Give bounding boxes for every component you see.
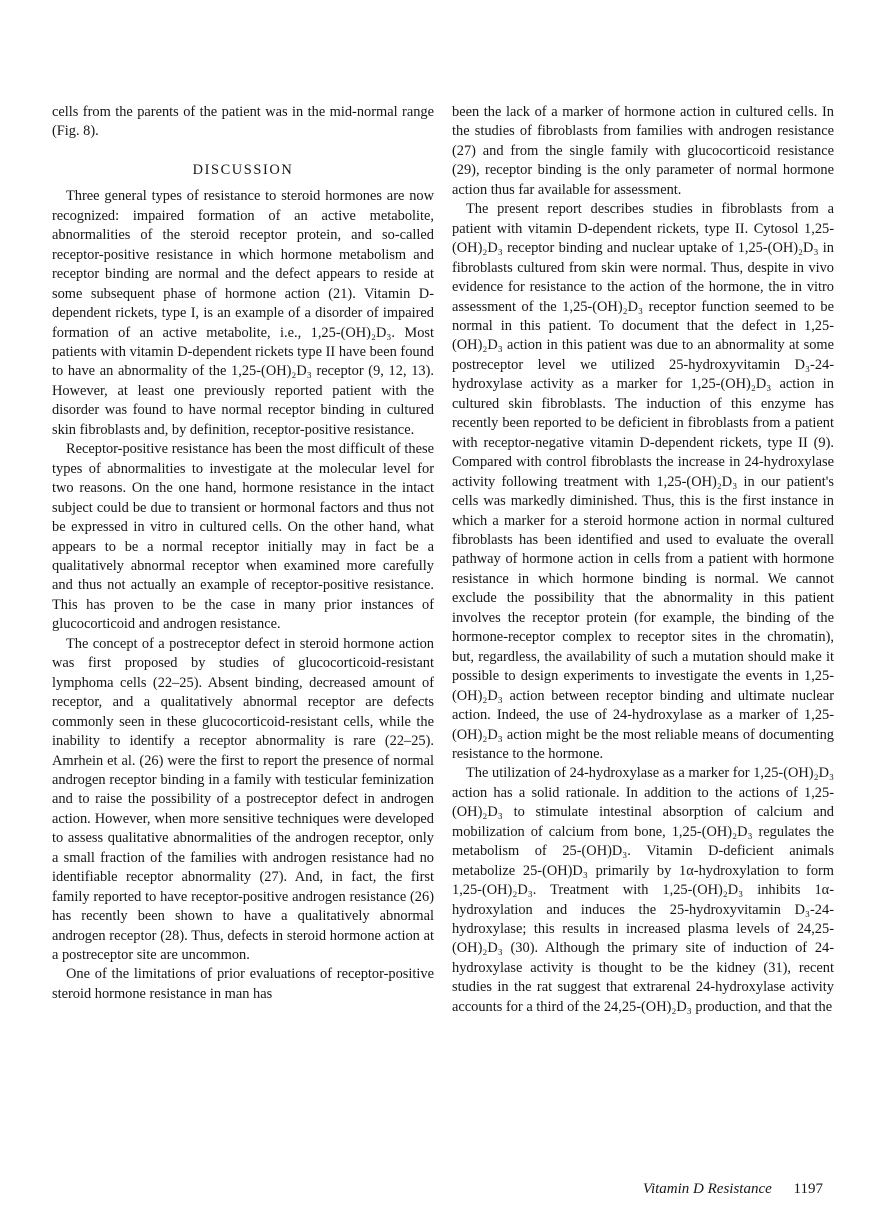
running-title: Vitamin D Resistance: [642, 1181, 772, 1197]
page-number: 1197: [793, 1181, 823, 1197]
paragraph: Three general types of resistance to steroid hormones are now recognized: impaired formation of an active metabolite, abnormalities of the steroid receptor protein, and so-called receptor-positive resistance in which hormone metabolism and receptor binding are normal and the defect appears to reside at some subsequent phase of hormone action (21). Vitamin D-dependent rickets, type I, is an example of a disorder of impaired formation of an active metabolite, i.e., 1,25-(OH)₂D₃. Most patients with vitamin D-dependent rickets type II have been found to have an abnormality of the 1,25-(OH)₂D₃ receptor (9, 12, 13). However, at least one previously reported patient with the disorder was found to have normal receptor binding in cultured skin fibroblasts and, by definition, receptor-positive resistance.: [52, 188, 434, 438]
section-heading-discussion: DISCUSSION: [192, 161, 294, 178]
left-column: [52, 103, 434, 1004]
paragraph-intro: cells from the parents of the patient was in the mid-normal range (Fig. 8).: [52, 104, 434, 140]
paragraph: The concept of a postreceptor defect in steroid hormone action was first proposed by studies of glucocorticoid-resistant lymphoma cells (22–25). Absent binding, decreased amount of receptor, and a qualitatively abnormal receptor are defects commonly seen in these glucocorticoid-resistant cells, while the inability to identify a receptor abnormality is rare (22–25). Amrhein et al. (26) were the first to report the presence of normal androgen receptor binding in a family with testicular feminization and to raise the possibility of a postreceptor defect in androgen action. However, when more sensitive techniques were developed to assess qualitative abnormalities of the androgen receptor, only a small fraction of the families with androgen resistance had no identifiable receptor abnormality (27). And, in fact, the first family reported to have receptor-positive androgen resistance (26) has recently been shown to have a qualitatively abnormal androgen receptor (28). Thus, defects in steroid hormone action at a postreceptor site are uncommon.: [52, 635, 434, 964]
paragraph: The utilization of 24-hydroxylase as a marker for 1,25-(OH)₂D₃ action has a solid rationale. In addition to the actions of 1,25-(OH)₂D₃ to stimulate intestinal absorption of calcium and mobilization of calcium from bone, 1,25-(OH)₂D₃ regulates the metabolism of 25-(OH)D₃. Vitamin D-deficient animals metabolize 25-(OH)D₃ primarily by 1α-hydroxylation to form 1,25-(OH)₂D₃. Treatment with 1,25-(OH)₂D₃ inhibits 1α-hydroxylation and induces the 25-hydroxyvitamin D₃-24-hydroxylase; this results in increased plasma levels of 24,25-(OH)₂D₃ (30). Although the primary site of induction of 24-hydroxylase activity is thought to be the kidney (31), recent studies in the rat suggest that extrarenal 24-hydroxylase activity accounts for a third of the 24,25-(OH)₂D₃ production, and that the: [452, 765, 834, 1015]
page-footer: [643, 1181, 823, 1198]
paragraph: The present report describes studies in fibroblasts from a patient with vitamin D-dependent rickets, type II. Cytosol 1,25-(OH)₂D₃ receptor binding and nuclear uptake of 1,25-(OH)₂D₃ in fibroblasts cultured from skin were normal. Thus, despite in vivo evidence for resistance to the action of the hormone, the in vitro assessment of the 1,25-(OH)₂D₃ receptor function seemed to be normal in this patient. To document that the defect in 1,25-(OH)₂D₃ action in this patient was due to an abnormality at some postreceptor level we utilized 25-hydroxyvitamin D₃-24-hydroxylase activity as a marker for 1,25-(OH)₂D₃ action in cultured skin fibroblasts. The induction of this enzyme has recently been reported to be deficient in fibroblasts from a patient with receptor-negative vitamin D-dependent rickets, type II (9). Compared with control fibroblasts the increase in 24-hydroxylase activity following treatment with 1,25-(OH)₂D₃ in our patient's cells was markedly diminished. Thus, this is the first instance in which a marker for a steroid hormone action in normal cultured fibroblasts has been identified and used to evaluate the overall pathway of hormone action in cells from a patient with hormone resistance in which hormone binding is normal. We cannot exclude the possibility that the abnormality in this patient involves the receptor protein (for example, the binding of the hormone-receptor complex to receptor sites in the chromatin), but, regardless, the availability of such a mutation should make it possible to design experiments to investigate the events in 1,25-(OH)₂D₃ action between receptor binding and ultimate nuclear action. Indeed, the use of 24-hydroxylase as a marker of 1,25-(OH)₂D₃ action might be the most reliable means of documenting resistance to the hormone.: [452, 201, 834, 762]
paragraph-continued: been the lack of a marker of hormone action in cultured cells. In the studies of fibroblasts from families with androgen resistance (27) and from the single family with glucocorticoid resistance (29), receptor binding is the only parameter of normal hormone action thus far available for assessment.: [452, 104, 834, 198]
paragraph: One of the limitations of prior evaluations of receptor-positive steroid hormone resistance in man has: [52, 966, 434, 1002]
paragraph: Receptor-positive resistance has been the most difficult of these types of abnormalities to investigate at the molecular level for two reasons. On the one hand, hormone resistance in the intact subject could be due to transient or hormonal factors and thus not be expressed in vitro in cultured cells. On the other hand, what appears to be a normal receptor initially may in fact be a qualitatively abnormal receptor when examined more carefully and thus not actually an example of receptor-positive resistance. This has proven to be the case in many prior instances of glucocorticoid and androgen resistance.: [52, 441, 434, 633]
right-column: [452, 103, 834, 1017]
